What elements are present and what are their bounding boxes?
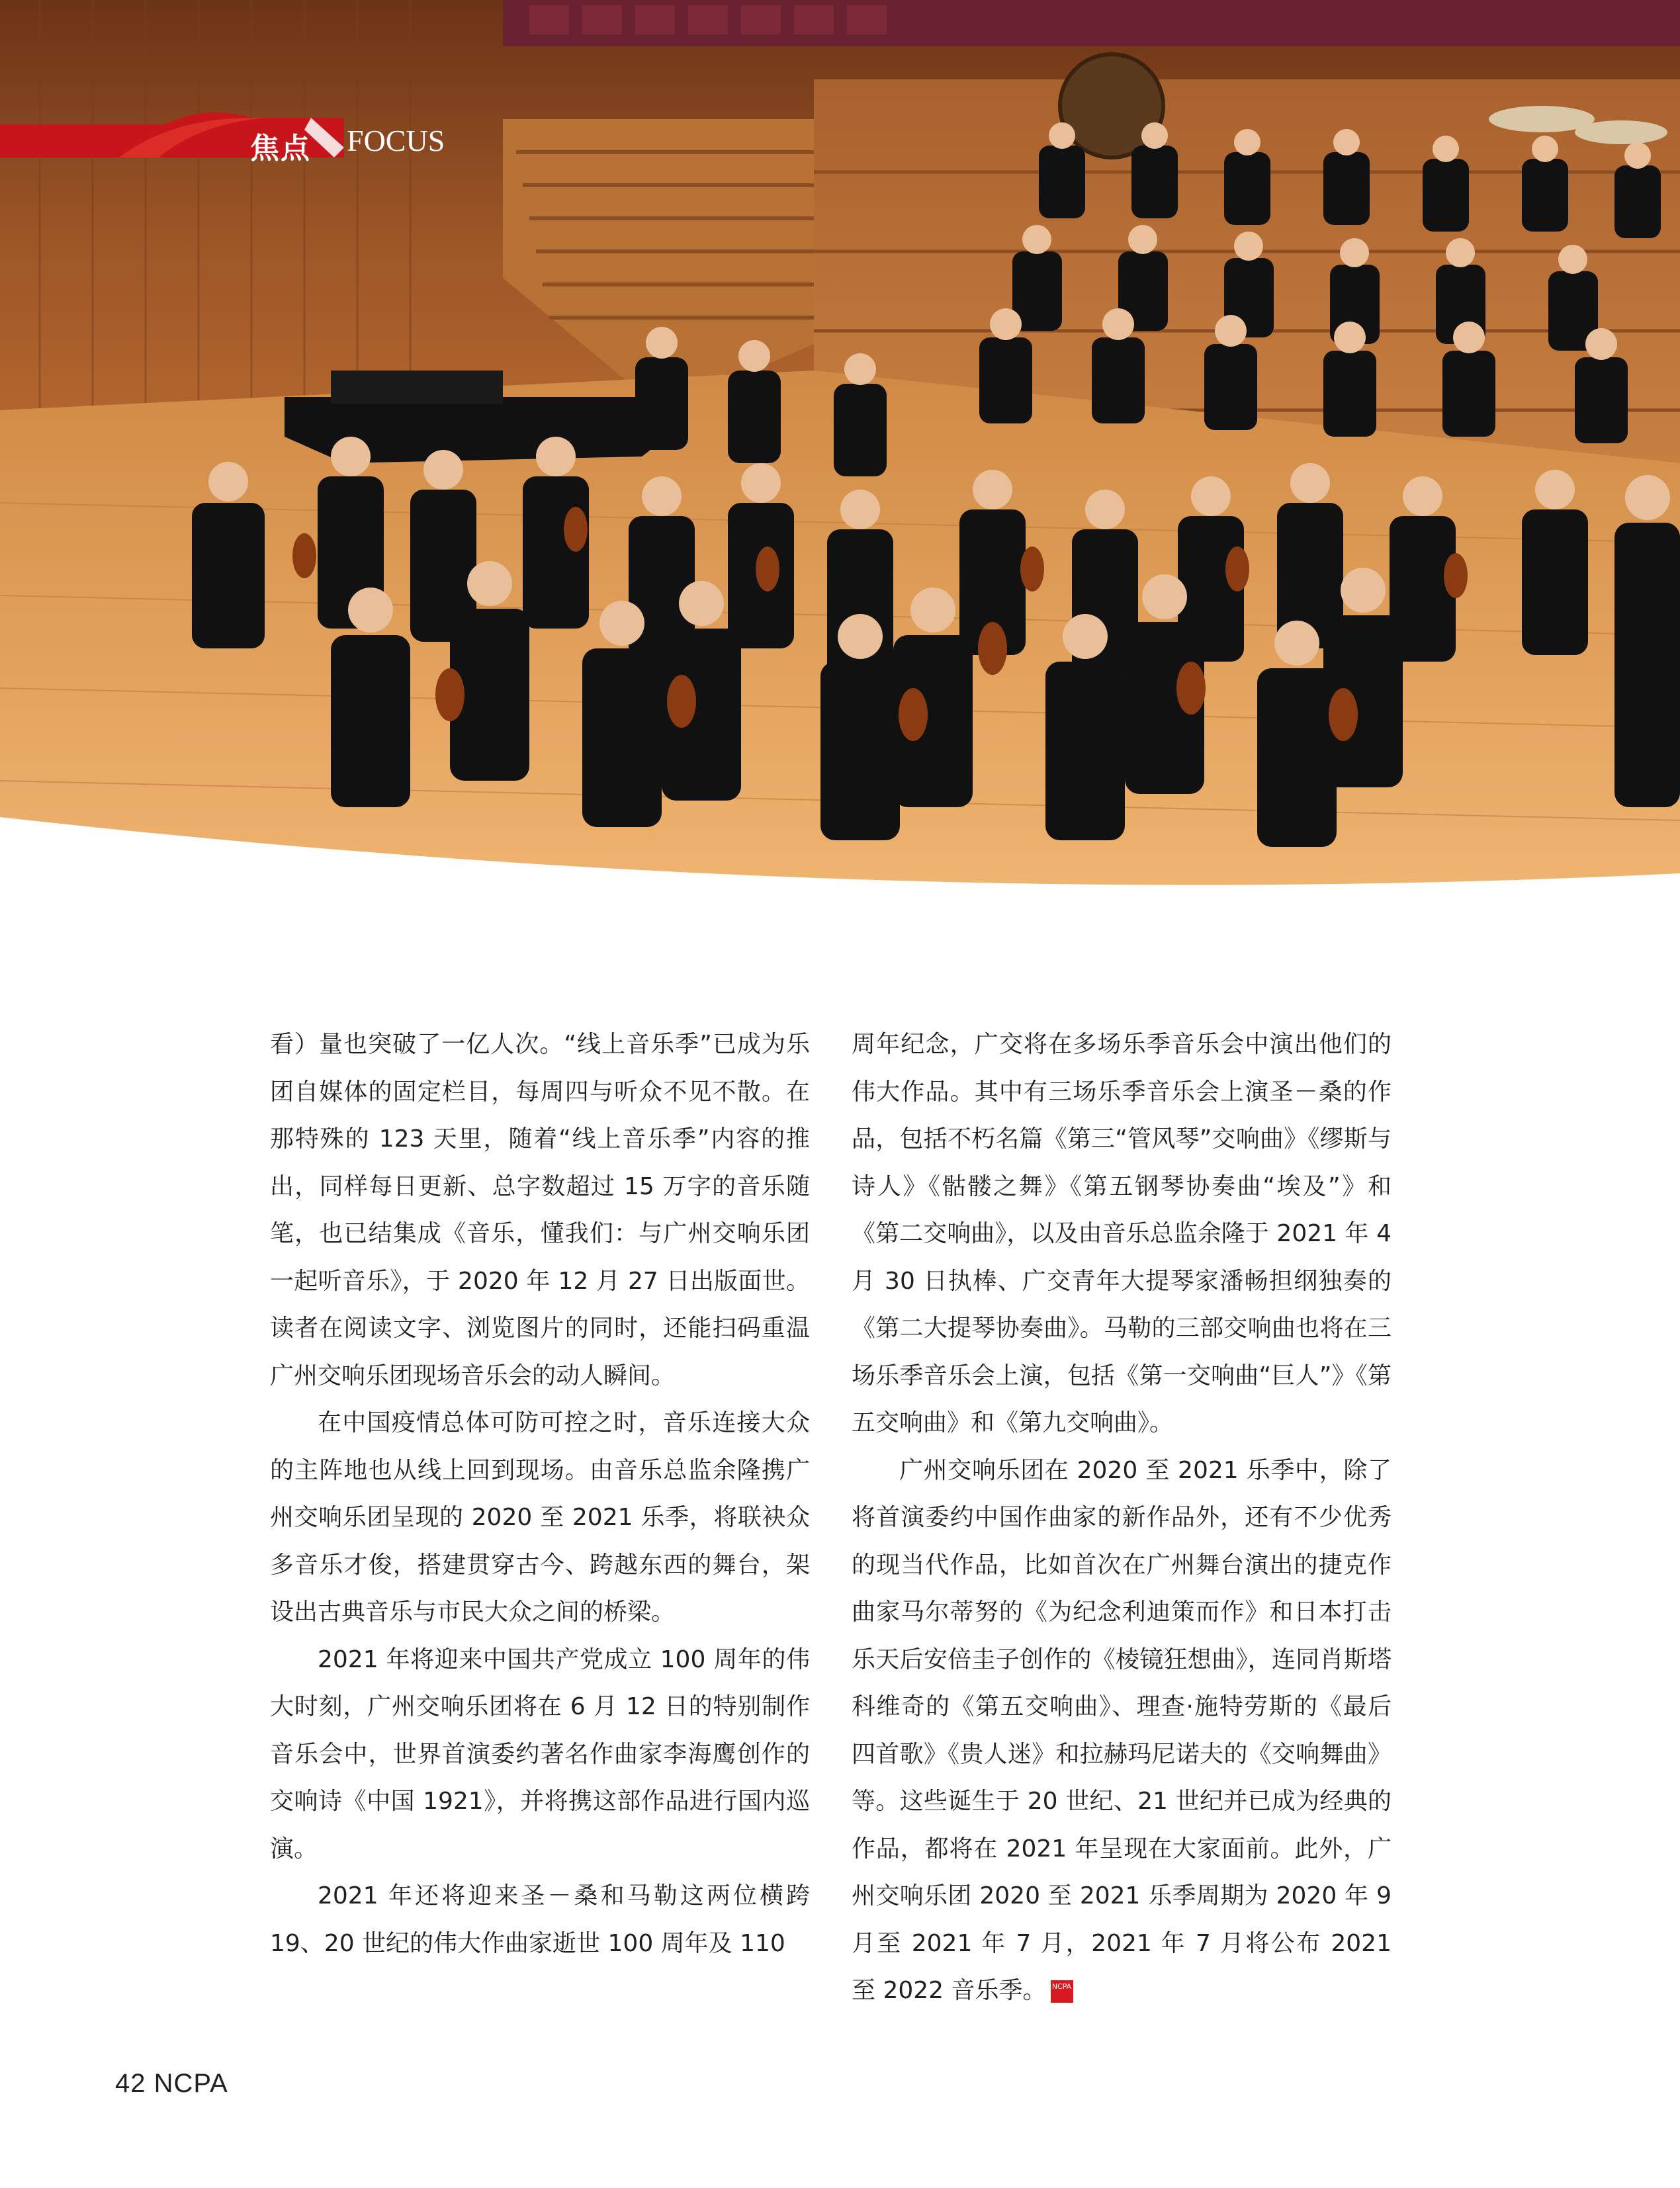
paragraph: 看）量也突破了一亿人次。“线上音乐季”已成为乐团自媒体的固定栏目，每周四与听众不见不散。在那特殊的 123 天里，随着“线上音乐季”内容的推出，同样每日更新、总字数超过 15 万字的音乐随笔，也已结集成《音乐，懂我们：与广州交响乐团一起听音乐》，于 2020 年 12 月 27 日出版面世。读者在阅读文字、浏览图片的同时，还能扫码重温广州交响乐团现场音乐会的动人瞬间。 xyxy=(270,1031,810,1389)
article-column-right xyxy=(852,1021,1392,2015)
paragraph-text: 广州交响乐团在 2020 至 2021 乐季中，除了将首演委约中国作曲家的新作品外，还有不少优秀的现当代作品，比如首次在广州舞台演出的捷克作曲家马尔蒂努的《为纪念利迪策而作》和日本打击乐天后安倍圭子创作的《棱镜狂想曲》，连同肖斯塔科维奇的《第五交响曲》、理查·施特劳斯的《最后四首歌》《贵人迷》和拉赫玛尼诺夫的《交响舞曲》等。这些诞生于 20 世纪、21 世纪并已成为经典的作品，都将在 2021 年呈现在大家面前。此外，广州交响乐团 2020 至 2021 乐季周期为 2020 年 9 月至 2021 年 7 月，2021 年 7 月将公布 2021 至 2022 音乐季。 xyxy=(852,1456,1392,2004)
section-label-cn: 焦点 xyxy=(250,132,311,165)
paragraph: 2021 年将迎来中国共产党成立 100 周年的伟大时刻，广州交响乐团将在 6 月 12 日的特别制作音乐会中，世界首演委约著名作曲家李海鹰创作的交响诗《中国 1921》，并将携这部作品进行国内巡演。 xyxy=(270,1645,810,1862)
page-folio xyxy=(115,2069,228,2099)
paragraph xyxy=(852,1447,1392,2015)
paragraph: 2021 年还将迎来圣－桑和马勒这两位横跨 19、20 世纪的伟大作曲家逝世 100 周年及 110 xyxy=(270,1882,810,1957)
magazine-name: NCPA xyxy=(154,2069,228,2098)
paragraph: 在中国疫情总体可防可控之时，音乐连接大众的主阵地也从线上回到现场。由音乐总监余隆携广州交响乐团呈现的 2020 至 2021 乐季，将联袂众多音乐才俊，搭建贯穿古今、跨越东西的舞台，架设出古典音乐与市民大众之间的桥梁。 xyxy=(270,1409,810,1626)
page-number: 42 xyxy=(115,2069,146,2098)
article-column-left xyxy=(270,1021,810,1967)
paragraph: 周年纪念，广交将在多场乐季音乐会中演出他们的伟大作品。其中有三场乐季音乐会上演圣－桑的作品，包括不朽名篇《第三“管风琴”交响曲》《缪斯与诗人》《骷髅之舞》《第五钢琴协奏曲“埃及”》和《第二交响曲》，以及由音乐总监余隆于 2021 年 4 月 30 日执棒、广交青年大提琴家潘畅担纲独奏的《第二大提琴协奏曲》。马勒的三部交响曲也将在三场乐季音乐会上演，包括《第一交响曲“巨人”》《第五交响曲》和《第九交响曲》。 xyxy=(852,1031,1392,1436)
section-label-en: FOCUS xyxy=(347,124,445,157)
ncpa-end-mark-icon: NCPA xyxy=(1051,1980,1073,2003)
